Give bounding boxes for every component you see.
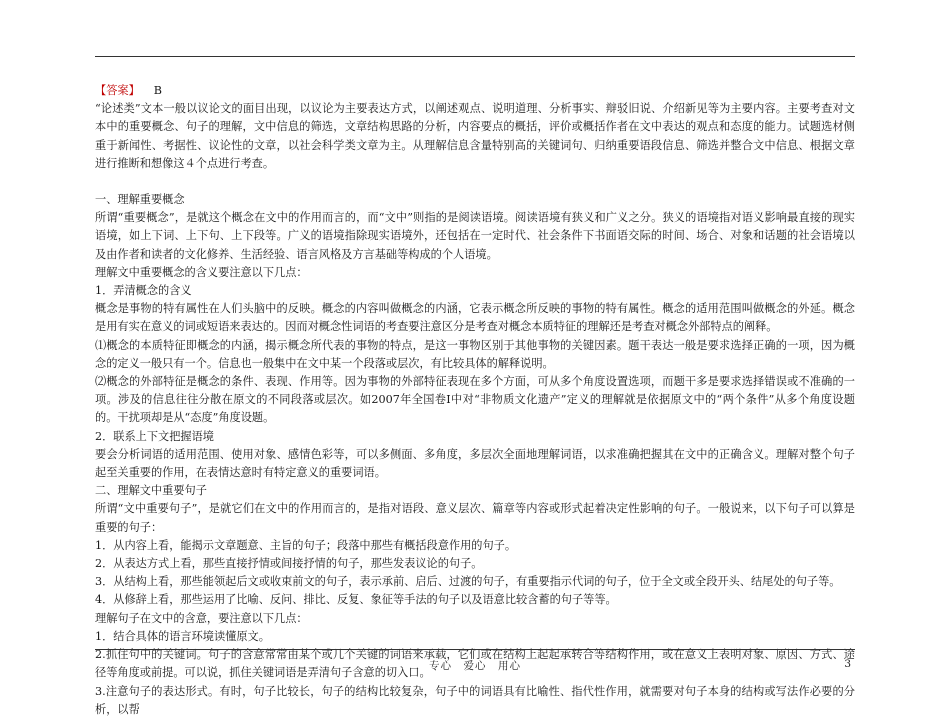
paragraph: ⑵概念的外部特征是概念的条件、表现、作用等。因为事物的外部特征表现在多个方面，可从多个角度设置选项，而题干多是要求选择错误或不准确的一项。涉及的信息往往分散在原文的不同段落或层次。如2007年全国卷Ⅰ中对“非物质文化遗产”定义的理解就是依据原文中的“两个条件”从多个角度设题的。干扰项却是从“态度”角度设题。 — [95, 375, 855, 425]
paragraph: 所谓“重要概念”，是就这个概念在文中的作用而言的，而“文中”则指的是阅读语境。阅读语境有狭义和广义之分。狭义的语境指对语义影响最直接的现实语境，如上下词、上下句、上下段等。广义的语境指除现实语境外，还包括在一定时代、社会条件下书面语交际的时间、场合、对象和话题的社会语境以及由作者和读者的文化修养、生活经验、语言风格及方言基础等构成的个人语境。 — [95, 211, 855, 261]
paragraph-intro: “论述类”文本一般以议论文的面目出现，以议论为主要表达方式，以阐述观点、说明道理、分析事实、辩驳旧说、介绍新见等为主要内容。主要考查对文本中的重要概念、句子的理解，文中信息的筛选，文章结构思路的分析，内容要点的概括，评价或概括作者在文中表达的观点和态度的能力。试题选材侧重于新闻性、考据性、议论性的文章，以社会科学类文章为主。从理解信息含量特别高的关键词句、归纳重要语段信息、筛选并整合文中信息、根据文章进行推断和想像这４个点进行考查。 — [95, 102, 855, 170]
paragraph: 理解文中重要概念的含义要注意以下几点： — [95, 265, 308, 279]
paragraph: ⑴概念的本质特征即概念的内涵，揭示概念所代表的事物的特点，是这一事物区别于其他事物的关键因素。题干表达一般是要求选择正确的一项，因为概念的定义一般只有一个。信息也一般集中在文中某一个段落或层次，有比较具体的解释说明。 — [95, 338, 855, 370]
section-heading-1: 一、理解重要概念 — [95, 193, 185, 207]
section-heading-2: 二、理解文中重要句子 — [95, 484, 207, 498]
list-item: 2．从表达方式上看，那些直接抒情或间接抒情的句子，那些发表议论的句子。 — [95, 557, 483, 571]
list-item: 3．从结构上看，那些能领起后文或收束前文的句子，表示承前、启后、过渡的句子，有重要指示代词的句子，位于全文或全段开头、结尾处的句子等。 — [95, 575, 841, 589]
list-item: 4．从修辞上看，那些运用了比喻、反问、排比、反复、象征等手法的句子以及语意比较含蓄的句子等等。 — [95, 593, 617, 607]
paragraph: 理解句子在文中的含意，要注意以下几点： — [95, 611, 308, 625]
page-footer — [95, 656, 855, 676]
paragraph: 概念是事物的特有属性在人们头脑中的反映。概念的内容叫做概念的内涵，它表示概念所反映的事物的特有属性。概念的适用范围叫做概念的外延。概念是用有实在意义的词或短语来表达的。因而对概念性词语的考查要注意区分是考查对概念本质特征的理解还是考查对概念外部特点的阐释。 — [95, 302, 855, 334]
subheading: 2．联系上下文把握语境 — [95, 429, 214, 443]
body-text — [95, 82, 855, 719]
header-rule — [95, 56, 855, 57]
list-item: 1．从内容上看，能揭示文章题意、主旨的句子；段落中那些有概括段意作用的句子。 — [95, 538, 517, 552]
footer-motto: 专心 爱心 用心 — [429, 660, 521, 672]
list-item: 2.抓住句中的关键词。句子的含意常常由某个或几个关键的词语来承载，它们或在结构上起起承转合等结构作用，或在意义上表明对象、原因、方式、途径等角度或前提。可以说，抓住关键词语是弄清句子含意的切入口。 — [95, 648, 855, 680]
answer-line — [95, 82, 855, 100]
footer-rule — [95, 649, 855, 650]
answer-label: 【答案】 — [95, 84, 140, 97]
answer-value: B — [153, 84, 162, 97]
paragraph: 所谓“文中重要句子”，是就它们在文中的作用而言的，是指对语段、意义层次、篇章等内容或形式起着决定性影响的句子。一般说来，以下句子可以算是重要的句子： — [95, 502, 855, 534]
blank-line — [95, 173, 855, 191]
page-number: 3 — [844, 658, 851, 670]
list-item: 1．结合具体的语言环境读懂原文。 — [95, 629, 270, 643]
paragraph: 要会分析词语的适用范围、使用对象、感情色彩等，可以多侧面、多角度，多层次全面地理解词语，以求准确把握其在文中的正确含义。理解对整个句子起至关重要的作用，在表情达意时有特定意义的重要词语。 — [95, 447, 855, 480]
subheading: 1．弄清概念的含义 — [95, 284, 192, 298]
list-item: 3.注意句子的表达形式。有时，句子比较长，句子的结构比较复杂，句子中的词语具有比喻性、指代性作用，就需要对句子本身的结构或写法作必要的分析，以帮 — [95, 684, 855, 716]
